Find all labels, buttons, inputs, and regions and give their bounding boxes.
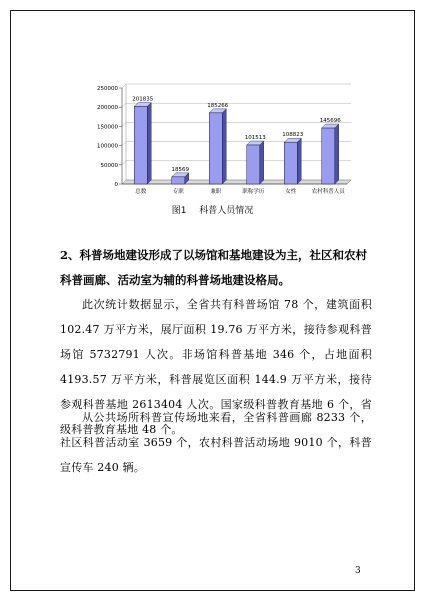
x-tick-label: 兼职	[210, 189, 222, 195]
chart-floor	[122, 180, 351, 184]
gridline-side	[122, 84, 126, 88]
x-tick-label: 专职	[172, 189, 184, 195]
bar-value-label: 18569	[171, 166, 189, 173]
paragraph-venues: 此次统计数据显示，全省共有科普场馆 78 个，建筑面积 102.47 万平方米，展厅面积 19.76 万平方米，接待参观科普场馆 5732791 人次。非场馆科普基地 346 个，占地面积 4193.57 万平方米，科普展览区面积 144.9 万平方米，接待参观科普基地 2613404 人次。国家级科普教育基地 6 个，省级科普教育基地 48 个。	[60, 298, 372, 436]
bar-value-label: 185266	[207, 102, 229, 109]
y-tick-label: 100000	[97, 143, 118, 150]
y-tick-label: 0	[114, 182, 118, 188]
x-tick-label: 农村科普人员	[311, 189, 345, 195]
x-tick-label: 职称学历	[242, 189, 265, 195]
y-tick-label: 150000	[97, 124, 118, 131]
bar	[209, 113, 222, 184]
bar-value-label: 145696	[319, 118, 341, 125]
gridline-side	[122, 103, 126, 107]
bar-side	[222, 109, 226, 184]
paragraph-public-sites: 从公共场所科普宣传场地来看，全省科普画廊 8233 个，社区科普活动室 3659 个，农村科普活动场地 9010 个，科普宣传车 240 辆。	[60, 411, 372, 474]
x-tick-label: 总数	[135, 189, 147, 195]
gridline-side	[122, 142, 126, 146]
x-tick-label: 女性	[285, 189, 297, 195]
y-tick-label: 50000	[100, 162, 118, 169]
figure-number: 图1	[171, 206, 187, 216]
page-number: 3	[355, 566, 361, 576]
bar-value-label: 108823	[282, 132, 304, 139]
bar	[247, 145, 260, 184]
personnel-bar-chart	[84, 80, 354, 198]
bar-side	[297, 138, 301, 184]
bar-value-label: 201835	[132, 96, 154, 103]
bar-value-label: 101513	[244, 135, 266, 142]
bar-side	[260, 141, 264, 184]
y-tick-label: 200000	[97, 105, 118, 112]
figure-caption	[0, 203, 425, 216]
bar	[134, 106, 147, 184]
bar-side	[335, 124, 339, 184]
bar-side	[147, 102, 151, 184]
y-tick-label: 250000	[97, 86, 118, 92]
bar	[172, 177, 185, 184]
gridline-side	[122, 161, 126, 165]
figure-title: 科普人员情况	[199, 206, 254, 216]
gridline-side	[122, 122, 126, 126]
bar	[322, 128, 335, 184]
bar	[284, 142, 297, 184]
section-heading: 2、科普场地建设形成了以场馆和基地建设为主，社区和农村科普画廊、活动室为辅的科普场地建设格局。	[60, 248, 367, 287]
